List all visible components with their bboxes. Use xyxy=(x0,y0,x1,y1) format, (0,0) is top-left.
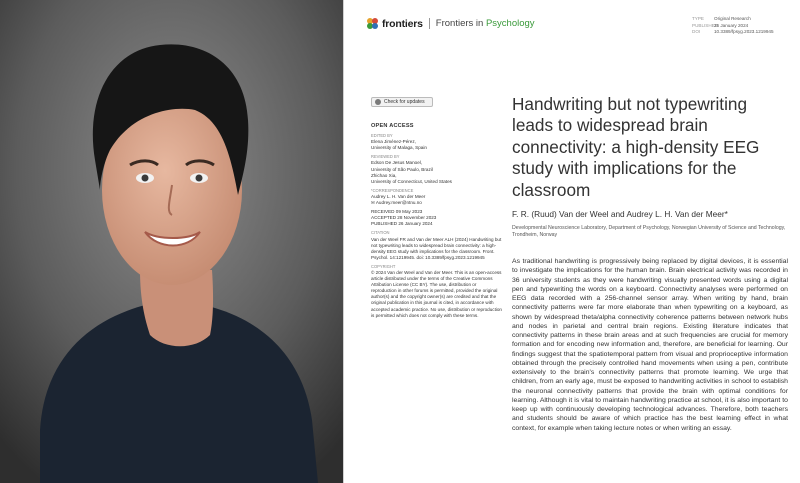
copyright-label: COPYRIGHT xyxy=(371,263,396,269)
article-sidebar xyxy=(371,123,503,319)
published-date: PUBLISHED 26 January 2024 xyxy=(371,221,433,227)
edited-by-label: EDITED BY xyxy=(371,133,393,139)
meta-type: TYPE Original Research xyxy=(692,16,751,21)
open-access-label: OPEN ACCESS xyxy=(371,123,414,129)
reviewed-by: Edson De Jesus Manoel, University of São Paulo, Brazil Zhichao Xia, University of Connecticut, United States xyxy=(371,160,452,184)
correspondence[interactable]: Audrey L. H. Van der Meer ✉ Audrey.meer@ntnu.no xyxy=(371,193,426,206)
edited-by: Elena Jiménez-Pérez, University of Malaga, Spain xyxy=(371,139,427,151)
portrait-illustration xyxy=(0,0,343,483)
article-meta xyxy=(692,16,774,36)
citation: Van der Weel FR and Van der Meer ALH (2024) Handwriting but not typewriting leads to widespread brain connectivity: a high-density EEG study with implications for the classroom. Front. Psychol. 14:1219945. doi: 10.3389/fpsyg.2023.1219945 xyxy=(371,236,502,260)
citation-label: CITATION xyxy=(371,230,390,236)
accepted-date: ACCEPTED 28 November 2023 xyxy=(371,215,437,221)
article-title: Handwriting but not typewriting leads to widespread brain connectivity: a high-density EEG study with implications for the classroom xyxy=(512,94,760,200)
correspondence-label: *CORRESPONDENCE xyxy=(371,187,414,193)
portrait-photo xyxy=(0,0,343,483)
brand-name: frontiers xyxy=(382,17,423,30)
received-date: RECEIVED 09 May 2023 xyxy=(371,209,423,215)
header-divider xyxy=(429,18,430,29)
meta-doi: DOI 10.3389/fpsyg.2023.1219945 xyxy=(692,29,774,35)
article-abstract: As traditional handwriting is progressively being replaced by digital devices, it is essential to investigate the implications for the human brain. Brain electrical activity was recorded in 36 university students as they were handwriting visually presented words using a digital pen and typewriting the words on a keyboard. Connectivity analyses were performed on EEG data recorded with a 256-channel sensor array. When writing by hand, brain connectivity patterns were far more elaborate than when typewriting on a keyboard, as shown by widespread theta/alpha connectivity coherence patterns between network hubs and nodes in parietal and central brain regions. Existing literature indicates that connectivity patterns in these brain areas and at such frequencies are crucial for memory formation and for encoding new information and, therefore, are beneficial for learning. Our findings suggest that the spatiotemporal pattern from visual and proprioceptive information obtained through the precisely controlled hand movements when using a pen, contribute extensively to the brain's connectivity patterns that promote learning. We urge that children, from an early age, must be exposed to handwriting activities in school to establish the neuronal connectivity patterns that provide the brain with optimal conditions for learning. Although it is vital to maintain handwriting practice at school, it is also important to keep up with continuously developing technological advances. Therefore, both teachers and students should be aware of which practice has the best learning effect in what context, for example when taking lecture notes or when writing an essay. xyxy=(512,258,788,432)
journal-name[interactable]: Frontiers in Psychology xyxy=(435,18,535,29)
article-authors: F. R. (Ruud) Van der Weel and Audrey L. H. Van der Meer* xyxy=(512,209,728,219)
copyright: © 2024 Van der Weel and Van der Meer. This is an open-access article distributed under the terms of the Creative Commons Attribution License (CC BY). The use, distribution or reproduction in other forums is permitted, provided the original author(s) and the copyright owner(s) are credited and that the original publication in this journal is cited, in accordance with accepted academic practice. No use, distribution or reproduction is permitted which does not comply with these terms. xyxy=(371,269,502,318)
update-icon xyxy=(375,99,381,105)
check-for-updates-button[interactable] xyxy=(371,97,433,107)
frontiers-logo-icon xyxy=(366,17,379,30)
article-page xyxy=(343,0,800,483)
reviewed-by-label: REVIEWED BY xyxy=(371,154,400,160)
meta-published: PUBLISHED26 January 2024 xyxy=(692,22,749,28)
journal-header xyxy=(366,17,535,30)
author-affiliation: Developmental Neuroscience Laboratory, Department of Psychology, Norwegian University of Science and Technology, Trondheim, Norway xyxy=(512,225,786,238)
check-for-updates-label: Check for updates xyxy=(384,99,425,105)
